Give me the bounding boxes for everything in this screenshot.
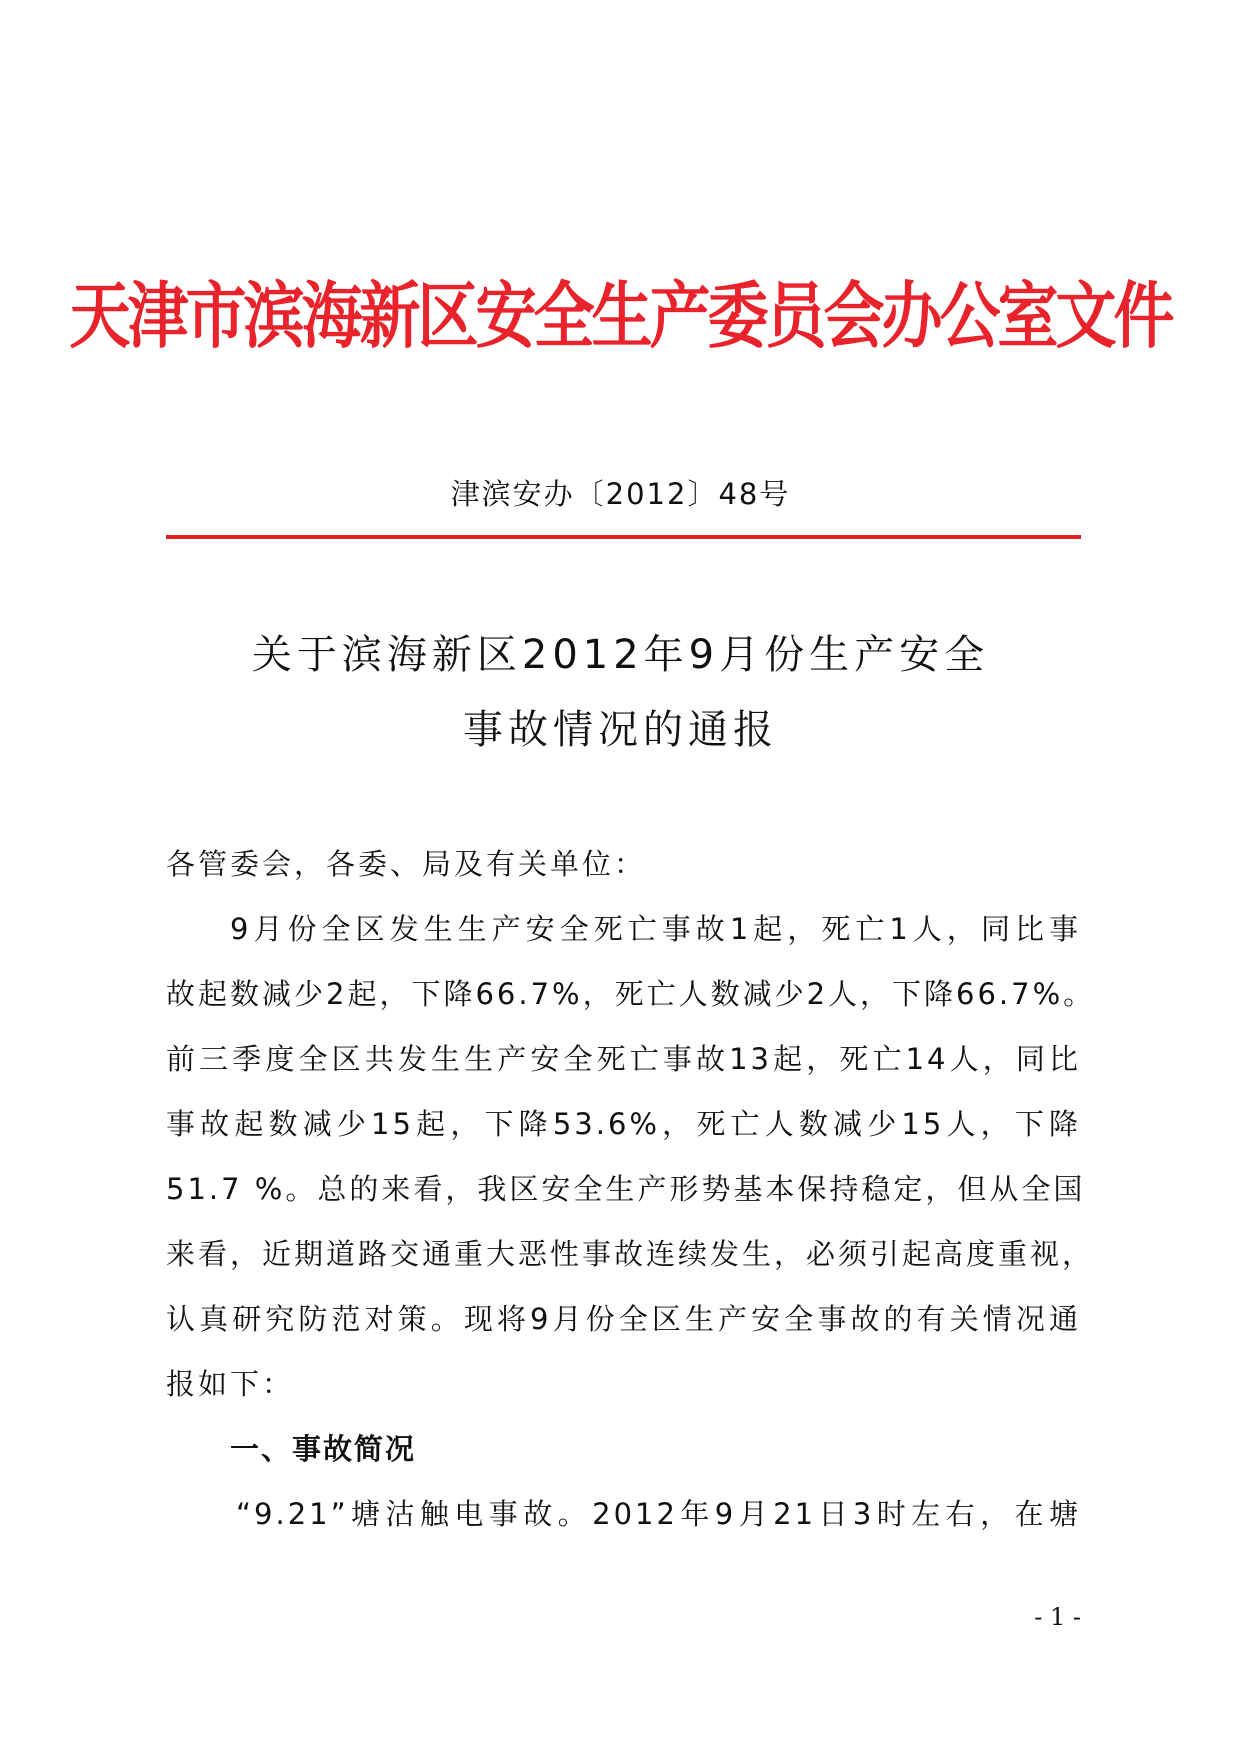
body-line: 事故起数减少15起，下降53.6%，死亡人数减少15人，下降 (166, 1107, 1081, 1141)
body-line: 9月份全区发生生产安全死亡事故1起，死亡1人，同比事 (230, 912, 1081, 946)
red-divider-rule (166, 535, 1081, 539)
body-line: 报如下： (166, 1367, 295, 1401)
page-number: - 1 - (1034, 1603, 1081, 1631)
document-body (166, 832, 1096, 1547)
section-first-line: “9.21”塘沽触电事故。2012年9月21日3时左右，在塘 (236, 1497, 1081, 1531)
body-line: 来看，近期道路交通重大恶性事故连续发生，必须引起高度重视， (166, 1237, 1095, 1271)
document-number: 津滨安办〔2012〕48号 (450, 477, 791, 511)
body-line: 前三季度全区共发生生产安全死亡事故13起，死亡14人，同比 (166, 1042, 1081, 1076)
section-heading: 一、事故简况 (230, 1432, 417, 1466)
document-header: 天津市滨海新区安全生产委员会办公室文件 (69, 275, 1172, 359)
salutation: 各管委会，各委、局及有关单位： (166, 847, 647, 881)
body-line: 51.7 %。总的来看，我区安全生产形势基本保持稳定，但从全国 (166, 1172, 1086, 1206)
body-line: 故起数减少2起，下降66.7%，死亡人数减少2人，下降66.7%。 (166, 977, 1096, 1011)
body-line: 认真研究防范对策。现将9月份全区生产安全事故的有关情况通 (166, 1302, 1081, 1336)
document-title-line-1: 关于滨海新区2012年9月份生产安全 (251, 632, 990, 678)
document-title-line-2: 事故情况的通报 (463, 707, 778, 753)
